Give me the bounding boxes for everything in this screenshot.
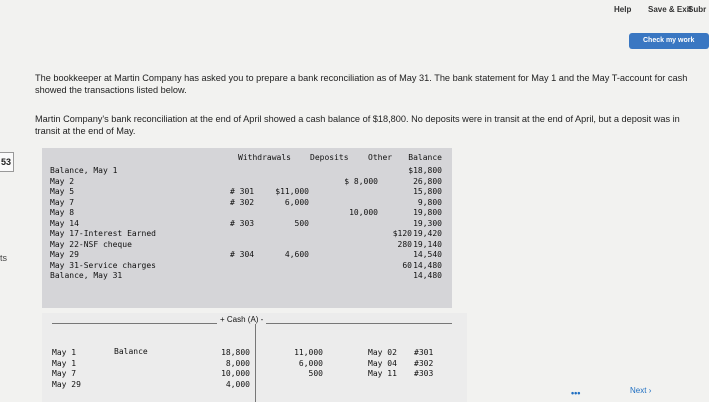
balance-amount: 19,420 bbox=[413, 229, 442, 238]
col-header-other: Other bbox=[368, 153, 393, 162]
bank-statement-table bbox=[42, 148, 452, 308]
credit-amount: 6,000 bbox=[298, 358, 323, 368]
credit-date: May 02 bbox=[368, 348, 397, 357]
balance-label: Balance bbox=[114, 347, 148, 356]
t-account-title: + Cash (A) - bbox=[217, 315, 266, 324]
credit-date: May 11 bbox=[368, 369, 397, 378]
row-label: Balance, May 31 bbox=[50, 271, 123, 280]
problem-paragraph-1: The bookkeeper at Martin Company has asked you to prepare a bank reconciliation as of May 31. The bank statement for May 1 and the May T-account for cash showed the transactions listed below. bbox=[35, 73, 688, 95]
save-exit-link[interactable]: Save & Exit bbox=[648, 5, 692, 14]
more-icon[interactable]: ••• bbox=[571, 388, 581, 398]
next-button[interactable] bbox=[630, 386, 651, 395]
credit-ref: #303 bbox=[414, 369, 434, 378]
balance-amount: 14,480 bbox=[413, 271, 442, 280]
check-number: # 303 bbox=[230, 218, 255, 228]
credit-date: May 04 bbox=[368, 358, 397, 368]
row-label: May 7 bbox=[50, 197, 75, 207]
withdrawal-amount: 4,600 bbox=[284, 250, 309, 259]
check-my-work-button[interactable]: Check my work bbox=[629, 33, 709, 49]
debit-date: May 29 bbox=[52, 379, 81, 389]
debit-amount: 4,000 bbox=[225, 379, 250, 389]
credit-amount: 500 bbox=[308, 369, 323, 378]
other-amount: 60 bbox=[402, 260, 412, 270]
cash-t-account bbox=[42, 313, 467, 402]
row-label: May 29 bbox=[50, 250, 79, 259]
balance-amount: 19,300 bbox=[413, 218, 442, 228]
row-label: May 8 bbox=[50, 208, 75, 217]
withdrawal-amount: 6,000 bbox=[284, 197, 309, 207]
balance-amount: 15,800 bbox=[413, 187, 442, 196]
other-amount: 280 bbox=[397, 239, 412, 249]
row-label: May 14 bbox=[50, 218, 79, 228]
debit-amount: 10,000 bbox=[221, 369, 250, 378]
debit-amount: 8,000 bbox=[225, 358, 250, 368]
withdrawal-amount: $11,000 bbox=[275, 187, 309, 196]
balance-amount: 19,800 bbox=[413, 208, 442, 217]
credit-ref: #301 bbox=[414, 348, 434, 357]
row-label: May 2 bbox=[50, 176, 75, 186]
row-label: May 5 bbox=[50, 187, 75, 196]
row-label: May 17-Interest Earned bbox=[50, 229, 156, 238]
deposit-amount: $ 8,000 bbox=[344, 176, 378, 186]
submit-link[interactable]: Subr bbox=[688, 5, 707, 14]
balance-amount: 26,800 bbox=[413, 176, 442, 186]
balance-amount: 9,800 bbox=[417, 197, 442, 207]
col-header-deposits: Deposits bbox=[310, 153, 349, 162]
other-amount: $120 bbox=[392, 229, 412, 238]
question-nav-tab[interactable] bbox=[0, 152, 14, 172]
col-header-balance: Balance bbox=[408, 153, 442, 162]
check-number: # 301 bbox=[230, 187, 255, 196]
question-number: 53 bbox=[1, 157, 12, 167]
credit-ref: #302 bbox=[414, 358, 434, 368]
check-number: # 304 bbox=[230, 250, 255, 259]
col-header-withdrawals: Withdrawals bbox=[238, 153, 291, 162]
chevron-right-icon: › bbox=[648, 386, 652, 395]
balance-amount: 14,480 bbox=[413, 260, 442, 270]
t-account-divider bbox=[255, 323, 256, 402]
check-number: # 302 bbox=[230, 197, 255, 207]
credit-amount: 11,000 bbox=[294, 348, 323, 357]
debit-date: May 1 bbox=[52, 358, 77, 368]
debit-amount: 18,800 bbox=[221, 348, 250, 357]
deposit-amount: 10,000 bbox=[349, 208, 378, 217]
row-label: May 22-NSF cheque bbox=[50, 239, 132, 249]
withdrawal-amount: 500 bbox=[294, 218, 309, 228]
side-label: ts bbox=[0, 253, 8, 263]
row-label: Balance, May 1 bbox=[50, 166, 118, 175]
balance-amount: $18,800 bbox=[408, 166, 442, 175]
debit-date: May 1 bbox=[52, 348, 77, 357]
next-label: Next bbox=[630, 386, 647, 395]
debit-date: May 7 bbox=[52, 369, 77, 378]
row-label: May 31-Service charges bbox=[50, 260, 156, 270]
top-toolbar bbox=[0, 0, 707, 22]
help-link[interactable]: Help bbox=[614, 5, 632, 14]
problem-paragraph-2: Martin Company's bank reconciliation at the end of April showed a cash balance of $18,800. No deposits were in transit at the end of April, but a deposit was in transit at the end of May. bbox=[35, 114, 680, 136]
balance-amount: 14,540 bbox=[413, 250, 442, 259]
balance-amount: 19,140 bbox=[413, 239, 442, 249]
